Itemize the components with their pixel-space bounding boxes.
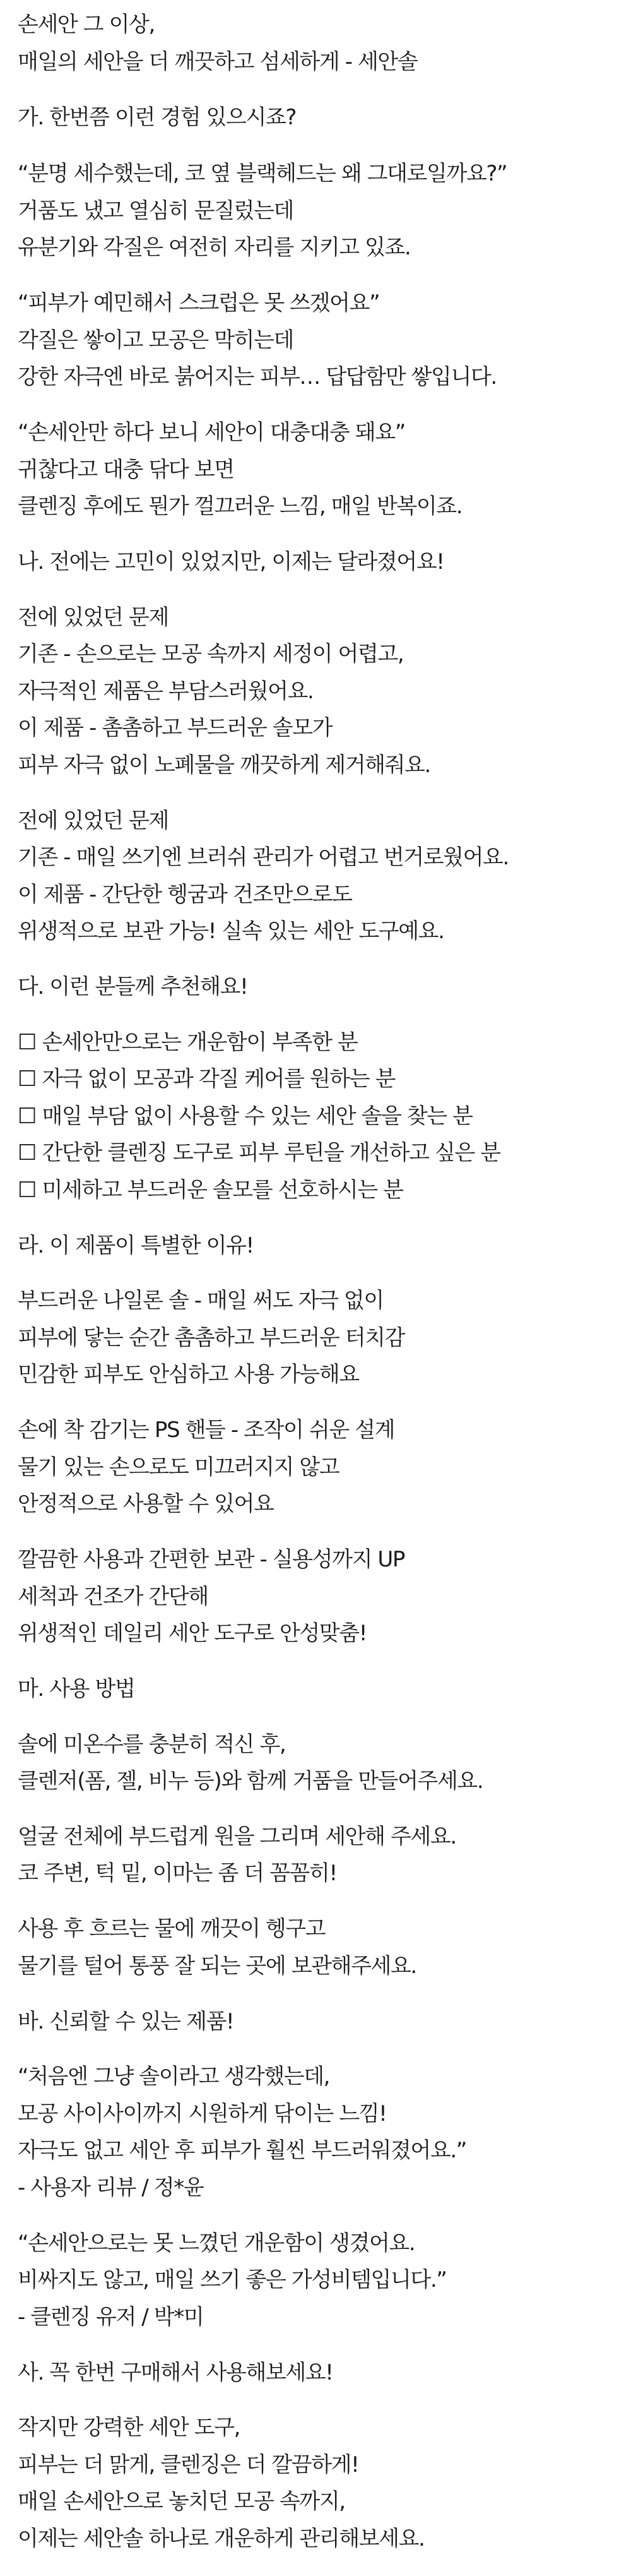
checklist-item: ☐ 손세안만으로는 개운함이 부족한 분 (18, 1030, 358, 1055)
closing-line: 피부는 더 맑게, 클렌징은 더 깔끔하게! (18, 2452, 359, 2478)
section-heading-ga: 가. 한번쯤 이런 경험 있으시죠? (18, 105, 297, 130)
text-line: 손에 착 감기는 PS 핸들 - 조작이 쉬운 설계 (18, 1417, 395, 1443)
intro-line-1: 손세안 그 이상, (18, 12, 155, 37)
text-line: 물기를 털어 통풍 잘 되는 곳에 보관해주세요. (18, 1953, 416, 1979)
text-line: 깔끔한 사용과 간편한 보관 - 실용성까지 UP (18, 1547, 405, 1572)
text-line: 위생적인 데일리 세안 도구로 안성맞춤! (18, 1621, 367, 1646)
section-heading-ba: 바. 신뢰할 수 있는 제품! (18, 2009, 234, 2034)
text-line: “분명 세수했는데, 코 옆 블랙헤드는 왜 그대로일까요?” (18, 161, 507, 186)
text-line: 전에 있었던 문제 (18, 605, 168, 630)
section-heading-ma: 마. 사용 방법 (18, 1676, 135, 1702)
text-line: 이 제품 - 간단한 헹굼과 건조만으로도 (18, 882, 352, 907)
text-line: 물기 있는 손으로도 미끄러지지 않고 (18, 1455, 339, 1480)
text-line: 안정적으로 사용할 수 있어요 (18, 1491, 274, 1517)
review-line: “손세안으로는 못 느꼈던 개운함이 생겼어요. (18, 2231, 415, 2256)
checklist-item: ☐ 자극 없이 모공과 각질 케어를 원하는 분 (18, 1066, 396, 1092)
text-line: 코 주변, 턱 밑, 이마는 좀 더 꼼꼼히! (18, 1861, 337, 1886)
text-line: 이 제품 - 촘촘하고 부드러운 솔모가 (18, 715, 333, 741)
review-line: 자극도 없고 세안 후 피부가 훨씬 부드러워졌어요.” (18, 2138, 466, 2163)
closing-line: 이제는 세안솔 하나로 개운하게 관리해보세요. (18, 2526, 425, 2551)
text-line: 피부에 닿는 순간 촘촘하고 부드러운 터치감 (18, 1325, 405, 1351)
section-heading-da: 다. 이런 분들께 추천해요! (18, 974, 248, 999)
review-author: - 클렌징 유저 / 박*미 (18, 2305, 204, 2330)
text-line: 귀찮다고 대충 닦다 보면 (18, 457, 234, 482)
text-line: 각질은 쌓이고 모공은 막히는데 (18, 328, 293, 353)
checklist-item: ☐ 매일 부담 없이 사용할 수 있는 세안 솔을 찾는 분 (18, 1104, 473, 1129)
text-line: 기존 - 매일 쓰기엔 브러쉬 관리가 어렵고 번거로웠어요. (18, 845, 509, 870)
text-line: 클렌징 후에도 뭔가 껄끄러운 느낌, 매일 반복이죠. (18, 494, 463, 519)
review-line: 모공 사이사이까지 시원하게 닦이는 느낌! (18, 2101, 387, 2126)
review-author: - 사용자 리뷰 / 정*윤 (18, 2175, 204, 2200)
text-line: 민감한 피부도 안심하고 사용 가능해요 (18, 1362, 359, 1387)
text-line: 기존 - 손으로는 모공 속까지 세정이 어렵고, (18, 641, 404, 667)
intro-line-2: 매일의 세안을 더 깨끗하고 섬세하게 - 세안솔 (18, 49, 418, 75)
text-line: 클렌저(폼, 젤, 비누 등)와 함께 거품을 만들어주세요. (18, 1768, 483, 1794)
closing-line: 매일 손세안으로 놓치던 모공 속까지, (18, 2489, 345, 2514)
text-line: 거품도 냈고 열심히 문질렀는데 (18, 198, 293, 224)
text-line: 얼굴 전체에 부드럽게 원을 그리며 세안해 주세요. (18, 1824, 456, 1849)
text-line: 사용 후 흐르는 물에 깨끗이 헹구고 (18, 1916, 326, 1941)
checklist-item: ☐ 간단한 클렌징 도구로 피부 루틴을 개선하고 싶은 분 (18, 1140, 500, 1166)
text-line: 자극적인 제품은 부담스러웠어요. (18, 679, 314, 704)
text-line: 세척과 건조가 간단해 (18, 1584, 208, 1609)
section-heading-na: 나. 전에는 고민이 있었지만, 이제는 달라졌어요! (18, 549, 444, 575)
text-line: 위생적으로 보관 가능! 실속 있는 세안 도구예요. (18, 919, 444, 944)
text-line: 피부 자극 없이 노폐물을 깨끗하게 제거해줘요. (18, 753, 430, 778)
text-line: 솔에 미온수를 충분히 적신 후, (18, 1732, 286, 1757)
text-line: 강한 자극엔 바로 붉어지는 피부… 답답함만 쌓입니다. (18, 364, 497, 390)
text-line: 부드러운 나일론 솔 - 매일 써도 자극 없이 (18, 1288, 384, 1313)
checklist-item: ☐ 미세하고 부드러운 솔모를 선호하시는 분 (18, 1178, 403, 1203)
text-line: 유분기와 각질은 여전히 자리를 지키고 있죠. (18, 235, 411, 260)
text-line: “손세안만 하다 보니 세안이 대충대충 돼요” (18, 420, 406, 445)
closing-line: 작지만 강력한 세안 도구, (18, 2415, 240, 2440)
section-heading-ra: 라. 이 제품이 특별한 이유! (18, 1233, 254, 1258)
section-heading-sa: 사. 꼭 한번 구매해서 사용해보세요! (18, 2360, 333, 2385)
text-line: 전에 있었던 문제 (18, 808, 168, 833)
review-line: “처음엔 그냥 솔이라고 생각했는데, (18, 2064, 330, 2089)
text-line: “피부가 예민해서 스크럽은 못 쓰겠어요” (18, 290, 380, 316)
review-line: 비싸지도 않고, 매일 쓰기 좋은 가성비템입니다.” (18, 2267, 447, 2293)
